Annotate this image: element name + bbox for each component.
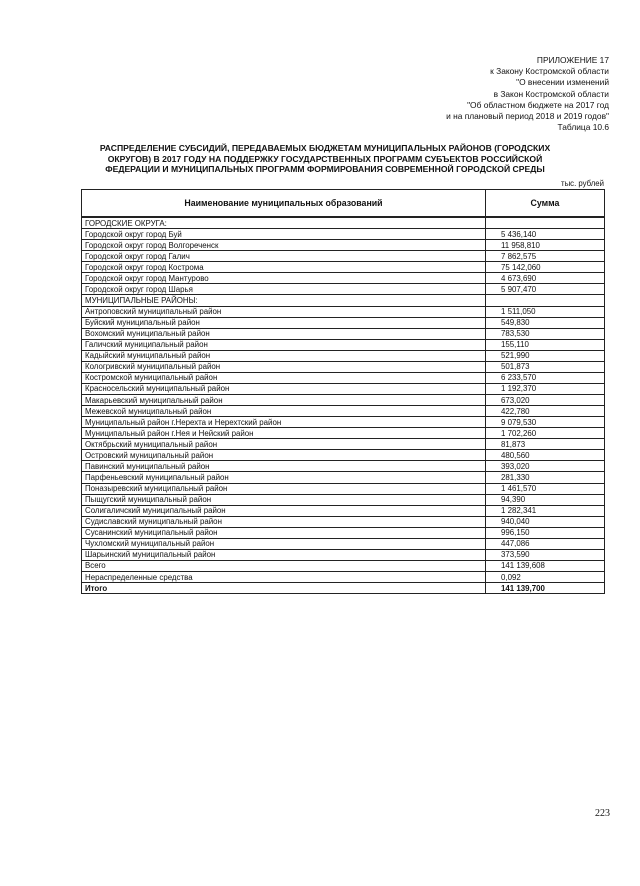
table-row xyxy=(82,583,605,594)
row-sum: 1 282,341 xyxy=(486,505,605,516)
table-row xyxy=(82,450,605,461)
appendix-line: "О внесении изменений xyxy=(516,77,609,88)
row-sum: 996,150 xyxy=(486,527,605,538)
appendix-line: ПРИЛОЖЕНИЕ 17 xyxy=(536,55,609,65)
row-name: Нераспределенные средства xyxy=(82,572,486,583)
row-sum xyxy=(486,295,605,306)
row-sum: 480,560 xyxy=(486,450,605,461)
table-row xyxy=(82,395,605,406)
row-sum: 501,873 xyxy=(486,361,605,372)
row-name: Макарьевский муниципальный район xyxy=(82,395,486,406)
row-name: Чухломский муниципальный район xyxy=(82,538,486,549)
row-sum: 673,020 xyxy=(486,395,605,406)
row-name: Итого xyxy=(82,583,486,594)
table-row xyxy=(82,251,605,262)
row-name: Октябрьский муниципальный район xyxy=(82,439,486,450)
row-sum: 783,530 xyxy=(486,328,605,339)
table-row xyxy=(82,572,605,583)
row-sum: 940,040 xyxy=(486,516,605,527)
row-sum xyxy=(486,217,605,229)
row-sum: 6 233,570 xyxy=(486,372,605,383)
column-header-sum: Сумма xyxy=(486,190,605,218)
table-row xyxy=(82,461,605,472)
table-row xyxy=(82,229,605,240)
row-sum: 1 511,050 xyxy=(486,306,605,317)
row-name: Муниципальный район г.Нерехта и Нерехтский район xyxy=(82,417,486,428)
row-sum: 281,330 xyxy=(486,472,605,483)
row-sum: 447,086 xyxy=(486,538,605,549)
row-name: МУНИЦИПАЛЬНЫЕ РАЙОНЫ: xyxy=(82,295,486,306)
table-row xyxy=(82,560,605,571)
table-row xyxy=(82,494,605,505)
table-row xyxy=(82,339,605,350)
table-row xyxy=(82,361,605,372)
row-sum: 1 702,260 xyxy=(486,428,605,439)
row-name: Городской округ город Мантурово xyxy=(82,273,486,284)
row-name: Судиславский муниципальный район xyxy=(82,516,486,527)
row-name: Солигаличский муниципальный район xyxy=(82,505,486,516)
row-name: Парфеньевский муниципальный район xyxy=(82,472,486,483)
units-label: тыс. рублей xyxy=(561,179,604,188)
row-name: Красносельский муниципальный район xyxy=(82,383,486,394)
row-name: Островский муниципальный район xyxy=(82,450,486,461)
row-sum: 1 192,370 xyxy=(486,383,605,394)
table-row xyxy=(82,472,605,483)
row-name: Всего xyxy=(82,560,486,571)
row-name: Межевской муниципальный район xyxy=(82,406,486,417)
row-sum: 5 436,140 xyxy=(486,229,605,240)
table-row xyxy=(82,483,605,494)
table-number: Таблица 10.6 xyxy=(557,122,609,133)
row-sum: 141 139,608 xyxy=(486,560,605,571)
table-row xyxy=(82,428,605,439)
row-name: Поназыревский муниципальный район xyxy=(82,483,486,494)
row-name: Пыщугский муниципальный район xyxy=(82,494,486,505)
row-sum: 373,590 xyxy=(486,549,605,560)
row-sum: 11 958,810 xyxy=(486,240,605,251)
table-header-row xyxy=(82,190,605,218)
appendix-header xyxy=(279,55,609,133)
table-row xyxy=(82,505,605,516)
row-sum: 75 142,060 xyxy=(486,262,605,273)
row-sum: 4 673,690 xyxy=(486,273,605,284)
page-number: 223 xyxy=(595,808,610,819)
row-name: Городской округ город Буй xyxy=(82,229,486,240)
table-row xyxy=(82,383,605,394)
row-sum: 81,873 xyxy=(486,439,605,450)
row-name: ГОРОДСКИЕ ОКРУГА: xyxy=(82,217,486,229)
appendix-line: в Закон Костромской области xyxy=(493,88,609,99)
table-row xyxy=(82,306,605,317)
table-row xyxy=(82,284,605,295)
row-name: Городской округ город Кострома xyxy=(82,262,486,273)
table-row xyxy=(82,273,605,284)
table-row xyxy=(82,538,605,549)
table-row xyxy=(82,527,605,538)
row-name: Городской округ город Волгореченск xyxy=(82,240,486,251)
document-title: РАСПРЕДЕЛЕНИЕ СУБСИДИЙ, ПЕРЕДАВАЕМЫХ БЮДЖЕТАМ МУНИЦИПАЛЬНЫХ РАЙОНОВ (ГОРОДСКИХ ОКРУГОВ) В 2017 ГОДУ НА ПОДДЕРЖКУ ГОСУДАРСТВЕННЫХ ПРОГРАММ СУБЪЕКТОВ РОССИЙСКОЙ ФЕДЕРАЦИИ И МУНИЦИПАЛЬНЫХ ПРОГРАММ ФОРМИРОВАНИЯ СОВРЕМЕННОЙ ГОРОДСКОЙ СРЕДЫ xyxy=(99,143,551,175)
row-name: Городской округ город Галич xyxy=(82,251,486,262)
row-sum: 0,092 xyxy=(486,572,605,583)
table-row xyxy=(82,406,605,417)
table-row xyxy=(82,417,605,428)
row-sum: 141 139,700 xyxy=(486,583,605,594)
row-sum: 5 907,470 xyxy=(486,284,605,295)
row-sum: 155,110 xyxy=(486,339,605,350)
row-name: Павинский муниципальный район xyxy=(82,461,486,472)
table-row xyxy=(82,549,605,560)
row-name: Городской округ город Шарья xyxy=(82,284,486,295)
row-sum: 422,780 xyxy=(486,406,605,417)
column-header-name: Наименование муниципальных образований xyxy=(82,190,486,218)
row-sum: 521,990 xyxy=(486,350,605,361)
appendix-line: и на плановый период 2018 и 2019 годов" xyxy=(446,111,609,122)
row-sum: 7 862,575 xyxy=(486,251,605,262)
row-name: Антроповский муниципальный район xyxy=(82,306,486,317)
row-name: Буйский муниципальный район xyxy=(82,317,486,328)
appendix-line: "Об областном бюджете на 2017 год xyxy=(467,99,609,110)
table-row xyxy=(82,439,605,450)
row-name: Шарьинский муниципальный район xyxy=(82,549,486,560)
row-sum: 94,390 xyxy=(486,494,605,505)
row-name: Кологривский муниципальный район xyxy=(82,361,486,372)
row-name: Костромской муниципальный район xyxy=(82,372,486,383)
table-row xyxy=(82,217,605,229)
row-name: Вохомский муниципальный район xyxy=(82,328,486,339)
row-name: Муниципальный район г.Нея и Нейский район xyxy=(82,428,486,439)
row-name: Галичский муниципальный район xyxy=(82,339,486,350)
table-row xyxy=(82,372,605,383)
table-row xyxy=(82,240,605,251)
row-sum: 393,020 xyxy=(486,461,605,472)
table-row xyxy=(82,516,605,527)
table-row xyxy=(82,262,605,273)
table-row xyxy=(82,350,605,361)
row-sum: 9 079,530 xyxy=(486,417,605,428)
table-row xyxy=(82,317,605,328)
row-sum: 549,830 xyxy=(486,317,605,328)
row-name: Сусанинский муниципальный район xyxy=(82,527,486,538)
subsidy-table xyxy=(81,189,605,594)
row-name: Кадыйский муниципальный район xyxy=(82,350,486,361)
table-row xyxy=(82,295,605,306)
appendix-line: к Закону Костромской области xyxy=(490,66,609,77)
table-row xyxy=(82,328,605,339)
row-sum: 1 461,570 xyxy=(486,483,605,494)
